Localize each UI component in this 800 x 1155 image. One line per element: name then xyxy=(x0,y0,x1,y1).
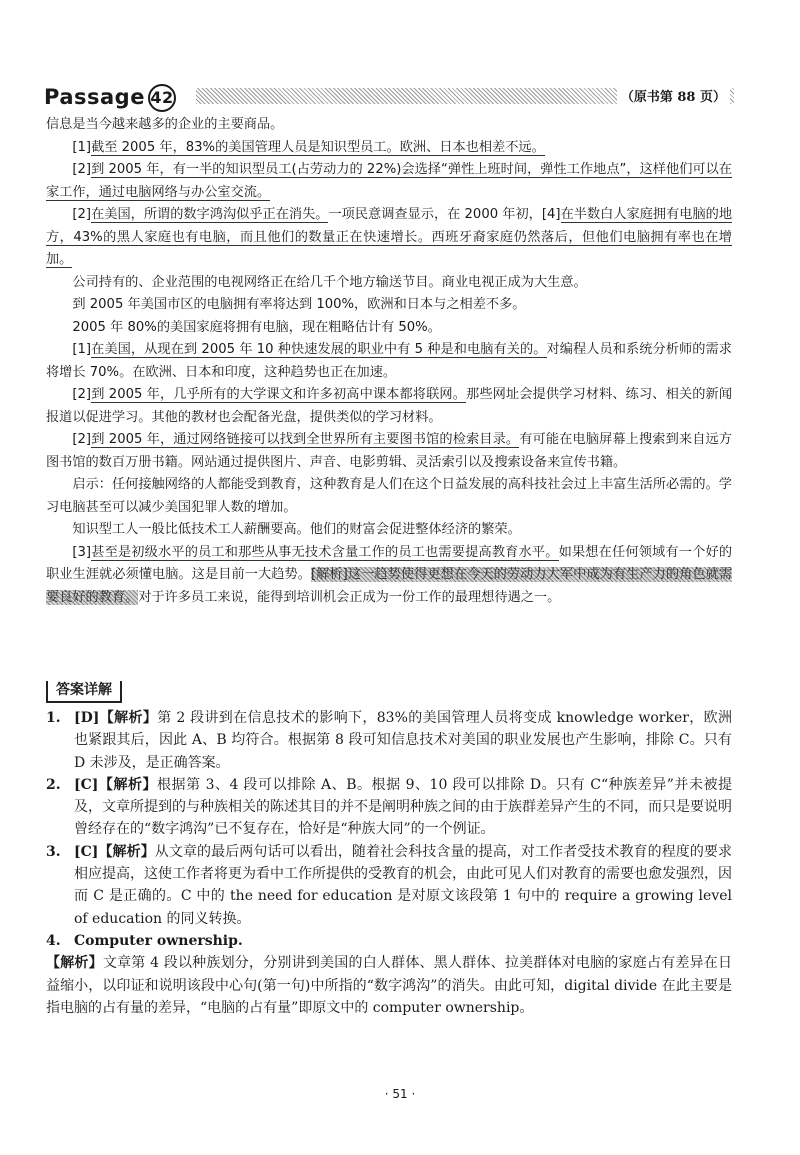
passage-translation xyxy=(46,114,732,609)
paragraph: 信息是当今越来越多的企业的主要商品。 xyxy=(46,117,284,132)
paragraph: 到 2005 年美国市区的电脑拥有率将达到 100%，欧洲和日本与之相差不多。 xyxy=(72,297,526,312)
page-reference: （原书第 88 页） xyxy=(617,86,730,105)
paragraph: [2]在美国，所谓的数字鸿沟似乎正在消失。一项民意调查显示，在 2000 年初，[4]在半数白人家庭拥有电脑的地方，43%的黑人家庭也有电脑，而且他们的数量正在快速增长。西班牙裔家庭仍然落后，但他们电脑拥有率也在增加。 xyxy=(46,207,733,267)
passage-number-badge: 42 xyxy=(148,84,176,112)
paragraph: [2]到 2005 年，通过网络链接可以找到全世界所有主要图书馆的检索目录。有可能在电脑屏幕上搜索到来自远方图书馆的数百万册书籍。网站通过提供图片、声音、电影剪辑、灵活索引以及搜索设备来宣传书籍。 xyxy=(46,432,732,470)
answer-item: 1. [D]【解析】第 2 段讲到在信息技术的影响下，83%的美国管理人员将变成 knowledge worker，欧洲也紧跟其后，因此 A、B 均符合。根据第 8 段可知信息技术对美国的职业发展也产生影响，排除 C。只有 D 未涉及，是正确答案。 xyxy=(46,710,733,771)
answer-section-heading: 答案详解 xyxy=(46,681,122,703)
paragraph: 公司持有的、企业范围的电视网络正在给几千个地方输送节目。商业电视正成为大生意。 xyxy=(72,274,587,290)
paragraph: [2]到 2005 年，几乎所有的大学课文和许多初高中课本都将联网。那些网址会提供学习材料、练习、相关的新闻报道以促进学习。其他的教材也会配备光盘，提供类似的学习材料。 xyxy=(46,387,733,425)
page-number: · 51 · xyxy=(384,1087,416,1101)
paragraph: 启示：任何接触网络的人都能受到教育，这种教育是人们在这个日益发展的高科技社会过上丰富生活所必需的。学习电脑甚至可以减少美国犯罪人数的增加。 xyxy=(46,477,732,515)
paragraph: [1]截至 2005 年，83%的美国管理人员是知识型员工。欧洲、日本也相差不远。 xyxy=(72,139,545,155)
shaded-annotation: [解析]这一趋势使得更想在今天的劳动力大军中成为有生产力的角色就需要良好的教育。 xyxy=(46,567,733,605)
paragraph: 2005 年 80%的美国家庭将拥有电脑，现在粗略估计有 50%。 xyxy=(72,319,441,335)
paragraph: [3]甚至是初级水平的员工和那些从事无技术含量工作的员工也需要提高教育水平。如果想在任何领域有一个好的职业生涯就必须懂电脑。这是目前一大趋势。[解析]这一趋势使得更想在今天的劳动力大军中成为有生产力的角色就需要良好的教育。对于许多员工来说，能得到培训机会正成为一份工作的最理想待遇之一。 xyxy=(46,544,733,605)
paragraph: [1]在美国，从现在到 2005 年 10 种快速发展的职业中有 5 种是和电脑有关的。对编程人员和系统分析师的需求将增长 70%。在欧洲、日本和印度，这种趋势也正在加速。 xyxy=(46,342,732,380)
passage-header xyxy=(44,84,734,110)
paragraph: [2]到 2005 年，有一半的知识型员工(占劳动力的 22%)会选择“弹性上班时间，弹性工作地点”，这样他们可以在家工作，通过电脑网络与办公室交流。 xyxy=(46,162,732,200)
answer-item-explanation: 【解析】文章第 4 段以种族划分，分别讲到美国的白人群体、黑人群体、拉美群体对电脑的家庭占有差异在日益缩小，以印证和说明该段中心句(第一句)中所指的“数字鸿沟”的消失。由此可知，digital divide 在此主要是指电脑的占有量的差异，“电脑的占有量”即原文中的 computer ownership。 xyxy=(46,955,733,1016)
answer-item: 4. Computer ownership. xyxy=(46,932,243,949)
answer-item: 2. [C]【解析】根据第 3、4 段可以排除 A、B。根据 9、10 段可以排除 D。只有 C“种族差异”并未被提及，文章所提到的与种族相关的陈述其目的并不是阐明种族之间的由于族群差异产生的不同，而只是要说明曾经存在的“数字鸿沟”已不复存在，恰好是“种族大同”的一个例证。 xyxy=(46,776,733,838)
answer-item: 3. [C]【解析】从文章的最后两句话可以看出，随着社会科技含量的提高，对工作者受技术教育的程度的要求相应提高，这使工作者将更为看中工作所提供的受教育的机会，由此可见人们对教育的需要也愈发强烈，因而 C 是正确的。C 中的 the need for education 是对原文该段第 1 句中的 require a growing level of education 的同义转换。 xyxy=(46,843,733,927)
answer-explanations xyxy=(46,707,732,1019)
paragraph: 知识型工人一般比低技术工人薪酬要高。他们的财富会促进整体经济的繁荣。 xyxy=(72,522,521,537)
passage-title xyxy=(44,84,176,112)
passage-label: Passage xyxy=(44,85,145,109)
